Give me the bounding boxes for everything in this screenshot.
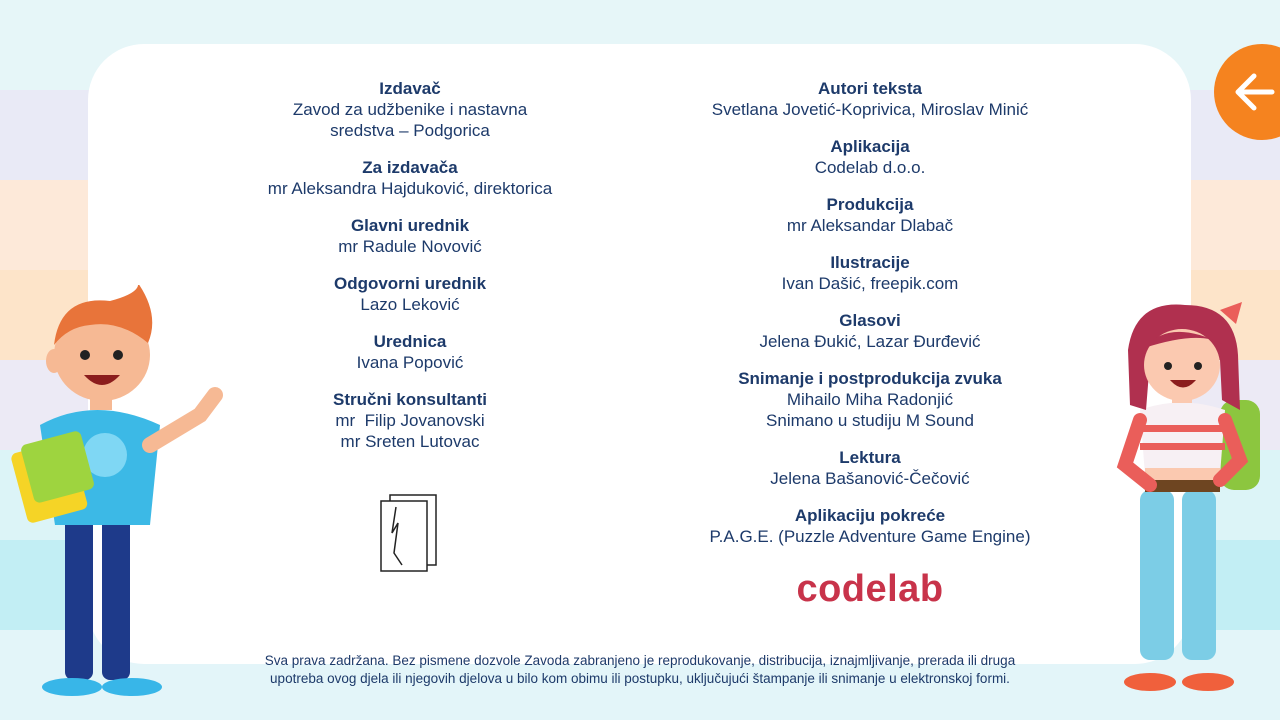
credit-title: Produkcija <box>826 195 914 214</box>
credit-line: mr Sreten Lutovac <box>340 432 480 451</box>
credit-title: Za izdavača <box>362 158 458 177</box>
arrow-left-icon <box>1232 70 1276 114</box>
boy-illustration <box>10 285 230 710</box>
copyright-footer <box>180 652 1100 688</box>
credit-title: Autori teksta <box>818 79 922 98</box>
credits-left-column <box>210 78 610 468</box>
credit-engine <box>650 505 1090 547</box>
credit-authors <box>650 78 1090 120</box>
credit-for-publisher <box>210 157 610 199</box>
credit-illustrations <box>650 252 1090 294</box>
credit-line: Lazo Leković <box>360 295 460 314</box>
credit-title: Ilustracije <box>830 253 910 272</box>
credit-line: Svetlana Jovetić-Koprivica, Miroslav Minić <box>711 100 1029 119</box>
girl-illustration <box>1110 300 1270 705</box>
credit-line: Codelab d.o.o. <box>814 158 926 177</box>
credit-line: Mihailo Miha Radonjić <box>786 390 954 409</box>
document-icon <box>378 493 440 578</box>
credit-line: mr Aleksandra Hajduković, direktorica <box>267 179 553 198</box>
credit-line: Jelena Đukić, Lazar Đurđević <box>759 332 981 351</box>
credit-line: Zavod za udžbenike i nastavna <box>292 100 528 119</box>
credit-line: mr Aleksandar Dlabač <box>786 216 954 235</box>
credit-voices <box>650 310 1090 352</box>
credit-line: Snimano u studiju M Sound <box>766 411 974 430</box>
credit-line: P.A.G.E. (Puzzle Adventure Game Engine) <box>709 527 1031 546</box>
credit-application <box>650 136 1090 178</box>
credit-proofreading <box>650 447 1090 489</box>
copyright-line-2: upotreba ovog djela ili njegovih djelova u bilo kom obimu ili postupku, uključujući štampanje ili snimanje u elektronskoj formi. <box>270 671 1010 686</box>
credit-title: Glasovi <box>839 311 901 330</box>
credit-chief-editor <box>210 215 610 257</box>
credit-editor <box>210 331 610 373</box>
credit-line: mr Filip Jovanovski <box>335 411 485 430</box>
credits-right-column <box>650 78 1090 563</box>
credit-title: Izdavač <box>379 79 441 98</box>
credit-line: Jelena Bašanović-Čečović <box>770 469 970 488</box>
credit-consultants <box>210 389 610 452</box>
credit-title: Aplikaciju pokreće <box>794 506 946 525</box>
credit-title: Stručni konsultanti <box>333 390 487 409</box>
credit-line: Ivan Dašić, freepik.com <box>781 274 959 293</box>
credit-title: Odgovorni urednik <box>333 274 487 293</box>
credit-sound <box>650 368 1090 431</box>
copyright-line-1: Sva prava zadržana. Bez pismene dozvole Zavoda zabranjeno je reprodukovanje, distribucija, iznajmljivanje, prerada ili druga <box>264 653 1016 668</box>
credit-line: sredstva – Podgorica <box>330 121 490 140</box>
credit-title: Glavni urednik <box>350 216 470 235</box>
credit-publisher <box>210 78 610 141</box>
credit-line: Ivana Popović <box>356 353 464 372</box>
credit-production <box>650 194 1090 236</box>
credit-responsible-editor <box>210 273 610 315</box>
credit-title: Lektura <box>839 448 901 467</box>
credit-line: mr Radule Novović <box>338 237 482 256</box>
credit-title: Aplikacija <box>830 137 910 156</box>
credit-title: Snimanje i postprodukcija zvuka <box>738 369 1002 388</box>
credit-title: Urednica <box>373 332 447 351</box>
codelab-logo: codelab <box>796 568 944 610</box>
